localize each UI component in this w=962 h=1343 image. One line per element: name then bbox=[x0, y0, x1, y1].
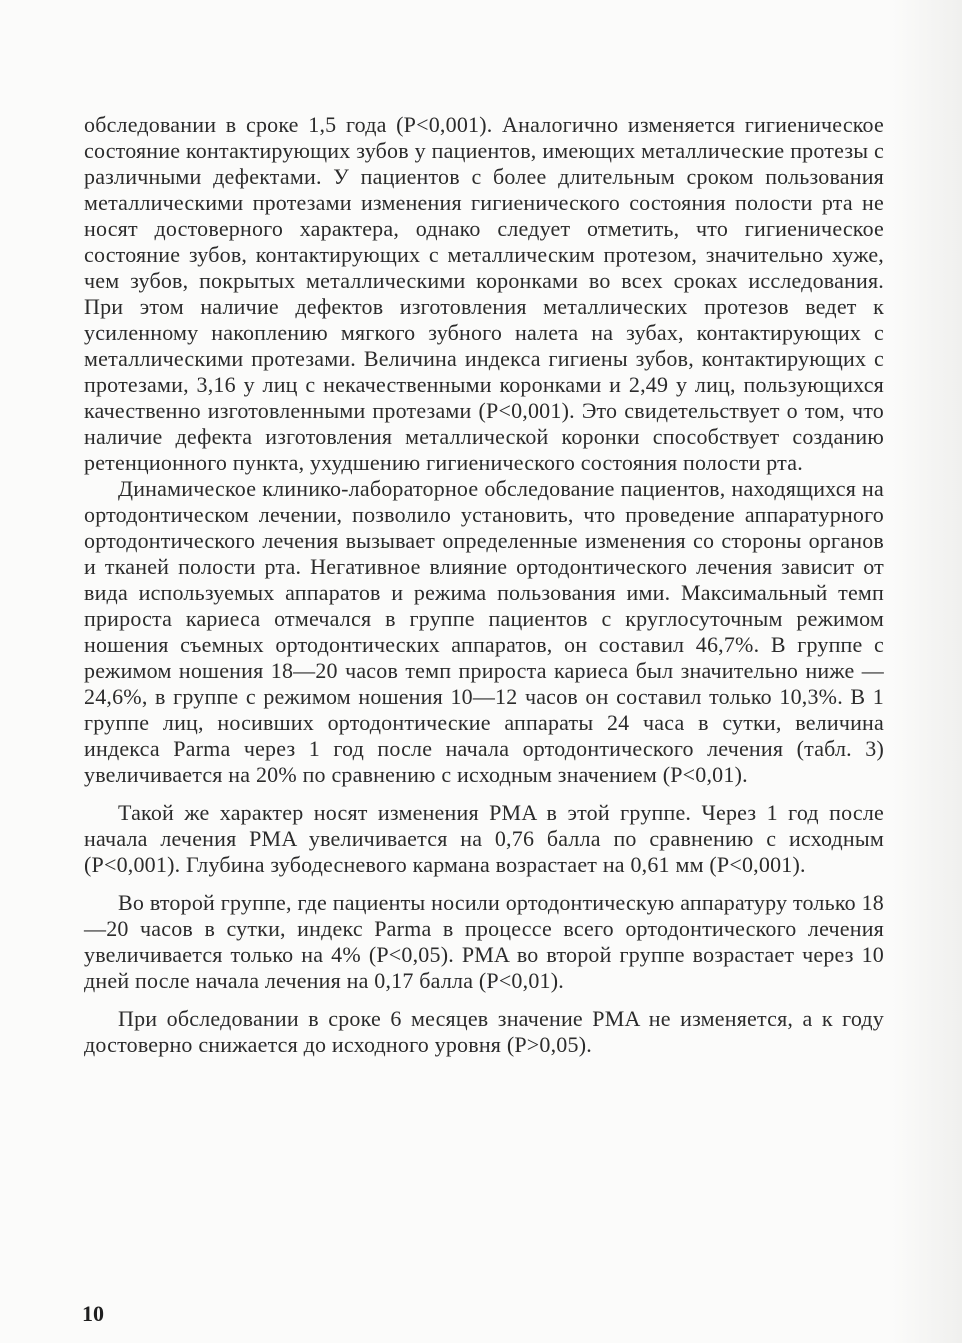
paragraph-pma-first-group: Такой же характер носят изменения PMA в этой группе. Через 1 год после начала лечения PMA увеличивается на 0,76 балла по сравнению с исходным (P<0,001). Глубина зубодесневого кармана возрастает на 0,61 мм (P<0,001). bbox=[84, 800, 884, 877]
paragraph-continuation: обследовании в сроке 1,5 года (P<0,001). Аналогично изменяется гигиеническое состояние контактирующих зубов у пациентов, имеющих металлические протезы с различными дефектами. У пациентов с более длительным сроком пользования металлическими протезами изменения гигиенического состояния полости рта не носят достоверного характера, однако следует отметить, что гигиеническое состояние зубов, контактирующих с металлическим протезом, значительно хуже, чем зубов, покрытых металлическими коронками во всех сроках исследования. При этом наличие дефектов изготовления металлических протезов ведет к усиленному накоплению мягкого зубного налета на зубах, контактирующих с металлическими протезами. Величина индекса гигиены зубов, контактирующих с протезами, 3,16 у лиц с некачественными коронками и 2,49 у лиц, пользующихся качественно изготовленными протезами (P<0,001). Это свидетельствует о том, что наличие дефекта изготовления металлической коронки способствует созданию ретенционного пункта, ухудшению гигиенического состояния полости рта. bbox=[84, 112, 884, 475]
paragraph-six-months: При обследовании в сроке 6 месяцев значение PMA не изменяется, а к году достоверно снижается до исходного уровня (P>0,05). bbox=[84, 1006, 884, 1057]
paragraph-orthodontic-dynamics: Динамическое клинико-лабораторное обследование пациентов, находящихся на ортодонтическом лечении, позволило установить, что проведение аппаратурного ортодонтического лечения вызывает определенные изменения со стороны органов и тканей полости рта. Негативное влияние ортодонтического лечения зависит от вида используемых аппаратов и режима пользования ими. Максимальный темп прироста кариеса отмечался в группе пациентов с круглосуточным режимом ношения съемных ортодонтических аппаратов, он составил 46,7%. В группе с режимом ношения 18—20 часов темп прироста кариеса был значительно ниже — 24,6%, в группе с режимом ношения 10—12 часов он составил только 10,3%. В 1 группе лиц, носивших ортодонтические аппараты 24 часа в сутки, величина индекса Parma через 1 год после начала ортодонтического лечения (табл. 3) увеличивается на 20% по сравнению с исходным значением (P<0,01). bbox=[84, 476, 884, 787]
paragraph-second-group: Во второй группе, где пациенты носили ортодонтическую аппаратуру только 18—20 часов в сутки, индекс Parma в процессе всего ортодонтического лечения увеличивается только на 4% (P<0,05). PMA во второй группе возрастает через 10 дней после начала лечения на 0,17 балла (P<0,01). bbox=[84, 890, 884, 993]
body-text bbox=[84, 112, 884, 1070]
page-number: 10 bbox=[82, 1301, 104, 1326]
